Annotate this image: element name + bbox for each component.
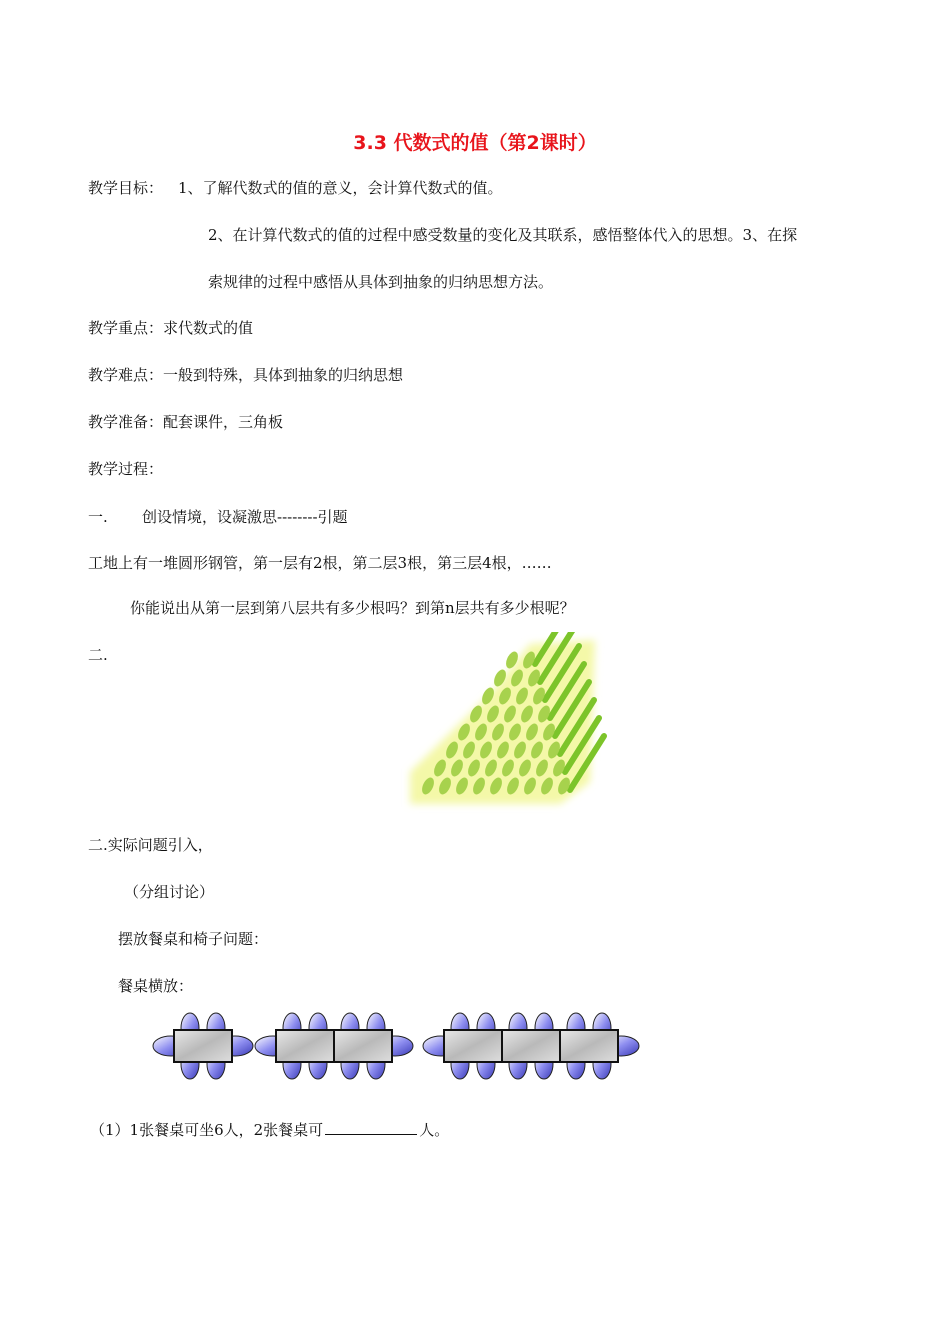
difficulty: 教学难点：一般到特殊，具体到抽象的归纳思想 [88, 366, 404, 384]
preparation: 教学准备：配套课件，三角板 [88, 413, 284, 431]
key-point: 教学重点：求代数式的值 [88, 319, 254, 337]
section-1-text: 创设情境，设凝激思--------引题 [142, 508, 348, 526]
answer-blank[interactable] [325, 1120, 417, 1135]
dining-table [334, 1030, 392, 1062]
dining-table [444, 1030, 502, 1062]
process-label: 教学过程： [88, 460, 164, 478]
objectives-label: 教学目标： [88, 179, 164, 197]
question-1-suffix: 人。 [419, 1121, 450, 1139]
dining-table [502, 1030, 560, 1062]
dining-table [560, 1030, 618, 1062]
section-2-marker: 二. [88, 646, 108, 664]
question-1 [90, 1120, 449, 1140]
problem-line-1: 工地上有一堆圆形钢管，第一层有2根，第二层3根，第三层4根，…… [88, 554, 552, 572]
objective-item-2-line-1: 2、在计算代数式的值的过程中感受数量的变化及其联系，感悟整体代入的思想。3、在探 [208, 226, 798, 244]
question-1-text: （1）1张餐桌可坐6人，2张餐桌可 [90, 1121, 324, 1139]
objective-item-1: 1、了解代数式的值的意义，会计算代数式的值。 [178, 179, 503, 197]
objective-item-2-line-2: 索规律的过程中感悟从具体到抽象的归纳思想方法。 [208, 273, 554, 291]
table-horizontal-label: 餐桌横放： [118, 977, 194, 995]
table-problem: 摆放餐桌和椅子问题： [118, 930, 269, 948]
pipe-stack-illustration [400, 632, 610, 814]
group-discussion: （分组讨论） [124, 883, 215, 901]
page-title: 3.3 代数式的值（第2课时） [353, 132, 597, 154]
tables-and-chairs-illustration [150, 1010, 650, 1090]
problem-line-2: 你能说出从第一层到第八层共有多少根吗？到第n层共有多少根呢？ [130, 599, 575, 617]
dining-table [276, 1030, 334, 1062]
section-1-number: 一. [88, 508, 108, 526]
dining-table [174, 1030, 232, 1062]
section-2-title: 二.实际问题引入， [88, 836, 213, 854]
